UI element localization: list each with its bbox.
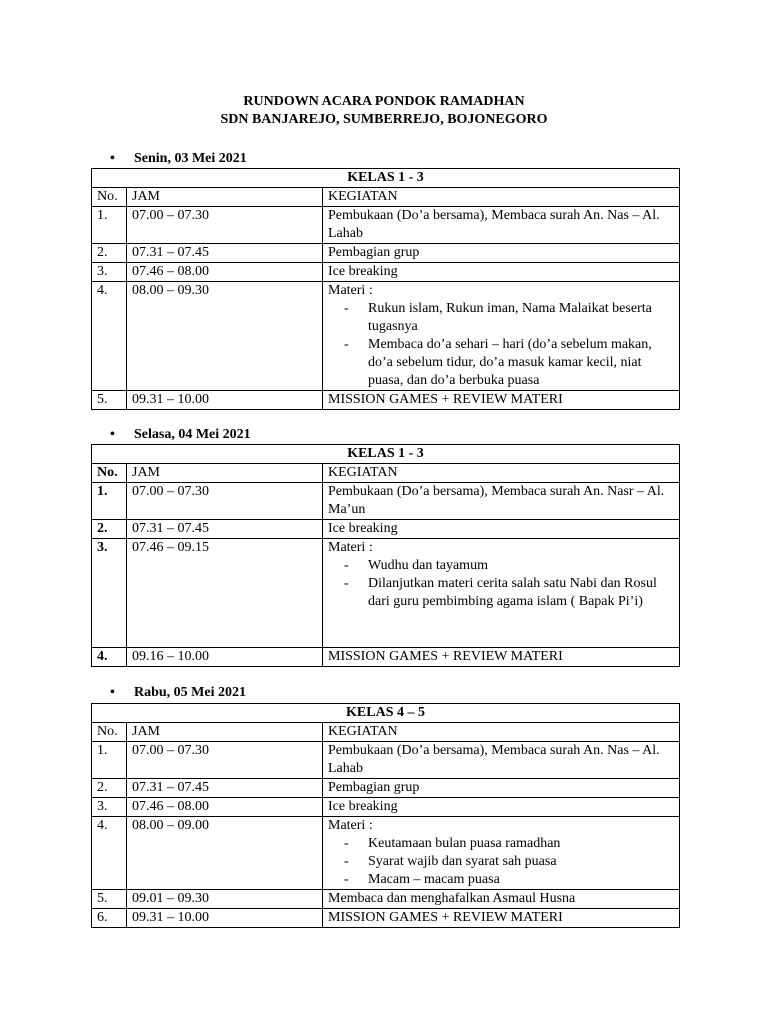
list-item: - Keutamaan bulan puasa ramadhan: [328, 835, 674, 853]
day-heading-selasa: [110, 426, 251, 444]
row-no: 2.: [92, 520, 127, 539]
row-no: 2.: [92, 779, 127, 798]
row-jam: 08.00 – 09.00: [127, 817, 323, 890]
table-class-row: [92, 704, 680, 723]
header-jam: JAM: [127, 464, 323, 483]
table-row: [92, 798, 680, 817]
materi-list: [328, 557, 674, 611]
row-kegiatan: [323, 817, 680, 890]
list-item: - Dilanjutkan materi cerita salah satu Nabi dan Rosul dari guru pembimbing agama islam ( Bapak Pi’i): [328, 575, 674, 611]
row-jam: 07.46 – 08.00: [127, 263, 323, 282]
row-jam: 09.31 – 10.00: [127, 909, 323, 928]
row-jam: 07.00 – 07.30: [127, 483, 323, 520]
row-jam: 07.46 – 09.15: [127, 539, 323, 648]
table-header-row: [92, 723, 680, 742]
schedule-table-senin: [91, 168, 680, 410]
table-row: [92, 207, 680, 244]
row-jam: 07.31 – 07.45: [127, 779, 323, 798]
row-kegiatan: MISSION GAMES + REVIEW MATERI: [323, 909, 680, 928]
document-subtitle: SDN BANJAREJO, SUMBERREJO, BOJONEGORO: [220, 112, 548, 127]
row-kegiatan: Pembagian grup: [323, 244, 680, 263]
table-class-row: [92, 445, 680, 464]
row-jam: 07.00 – 07.30: [127, 742, 323, 779]
row-kegiatan: Pembukaan (Do’a bersama), Membaca surah An. Nas – Al. Lahab: [323, 742, 680, 779]
table-row: [92, 779, 680, 798]
table-header-row: [92, 464, 680, 483]
schedule-table-rabu: [91, 703, 680, 928]
header-kegiatan: KEGIATAN: [323, 188, 680, 207]
row-no: 5.: [92, 890, 127, 909]
document-title: RUNDOWN ACARA PONDOK RAMADHAN: [243, 94, 525, 109]
row-kegiatan: MISSION GAMES + REVIEW MATERI: [323, 391, 680, 410]
table-row: [92, 391, 680, 410]
row-jam: 08.00 – 09.30: [127, 282, 323, 391]
materi-list: [328, 300, 674, 390]
table-row: [92, 539, 680, 648]
list-item: - Wudhu dan tayamum: [328, 557, 674, 575]
day-label: Senin, 03 Mei 2021: [134, 151, 247, 166]
row-no: 4.: [92, 648, 127, 667]
row-no: 4.: [92, 817, 127, 890]
day-label: Selasa, 04 Mei 2021: [134, 427, 251, 442]
list-item: - Rukun islam, Rukun iman, Nama Malaikat beserta tugasnya: [328, 300, 674, 336]
row-jam: 07.46 – 08.00: [127, 798, 323, 817]
header-kegiatan: KEGIATAN: [323, 723, 680, 742]
row-kegiatan: Ice breaking: [323, 798, 680, 817]
table-row: [92, 244, 680, 263]
row-no: 1.: [92, 742, 127, 779]
row-no: 3.: [92, 798, 127, 817]
header-no: No.: [92, 188, 127, 207]
row-no: 1.: [92, 207, 127, 244]
row-jam: 07.31 – 07.45: [127, 244, 323, 263]
row-no: 3.: [92, 263, 127, 282]
table-row: [92, 909, 680, 928]
materi-label: Materi :: [328, 540, 373, 555]
row-kegiatan: MISSION GAMES + REVIEW MATERI: [323, 648, 680, 667]
header-no: No.: [92, 723, 127, 742]
row-no: 5.: [92, 391, 127, 410]
row-kegiatan: Ice breaking: [323, 263, 680, 282]
table-row: [92, 282, 680, 391]
header-no: No.: [92, 464, 127, 483]
table-row: [92, 263, 680, 282]
table-row: [92, 483, 680, 520]
class-label: KELAS 1 - 3: [92, 445, 680, 464]
table-header-row: [92, 188, 680, 207]
table-row: [92, 890, 680, 909]
list-item: - Syarat wajib dan syarat sah puasa: [328, 853, 674, 871]
header-jam: JAM: [127, 723, 323, 742]
row-no: 1.: [92, 483, 127, 520]
materi-label: Materi :: [328, 818, 373, 833]
row-kegiatan: Pembukaan (Do’a bersama), Membaca surah An. Nasr – Al. Ma’un: [323, 483, 680, 520]
row-jam: 07.00 – 07.30: [127, 207, 323, 244]
row-no: 6.: [92, 909, 127, 928]
header-kegiatan: KEGIATAN: [323, 464, 680, 483]
header-jam: JAM: [127, 188, 323, 207]
bullet-icon: •: [110, 151, 115, 166]
row-jam: 09.01 – 09.30: [127, 890, 323, 909]
table-row: [92, 742, 680, 779]
row-kegiatan: [323, 282, 680, 391]
row-no: 2.: [92, 244, 127, 263]
list-item: - Membaca do’a sehari – hari (do’a sebelum makan, do’a sebelum tidur, do’a masuk kamar kecil, niat puasa, dan do’a berbuka puasa: [328, 336, 674, 390]
row-kegiatan: Pembukaan (Do’a bersama), Membaca surah An. Nas – Al. Lahab: [323, 207, 680, 244]
materi-label: Materi :: [328, 283, 373, 298]
row-jam: 09.31 – 10.00: [127, 391, 323, 410]
table-class-row: [92, 169, 680, 188]
table-row: [92, 520, 680, 539]
table-row: [92, 648, 680, 667]
day-label: Rabu, 05 Mei 2021: [134, 685, 246, 700]
row-kegiatan: Membaca dan menghafalkan Asmaul Husna: [323, 890, 680, 909]
row-jam: 09.16 – 10.00: [127, 648, 323, 667]
row-kegiatan: [323, 539, 680, 648]
row-no: 3.: [92, 539, 127, 648]
row-jam: 07.31 – 07.45: [127, 520, 323, 539]
class-label: KELAS 4 – 5: [92, 704, 680, 723]
table-row: [92, 817, 680, 890]
day-heading-rabu: [110, 684, 246, 702]
bullet-icon: •: [110, 685, 115, 700]
class-label: KELAS 1 - 3: [92, 169, 680, 188]
day-heading-senin: [110, 150, 247, 168]
row-no: 4.: [92, 282, 127, 391]
materi-list: [328, 835, 674, 889]
bullet-icon: •: [110, 427, 115, 442]
row-kegiatan: Pembagian grup: [323, 779, 680, 798]
row-kegiatan: Ice breaking: [323, 520, 680, 539]
schedule-table-selasa: [91, 444, 680, 667]
list-item: - Macam – macam puasa: [328, 871, 674, 889]
